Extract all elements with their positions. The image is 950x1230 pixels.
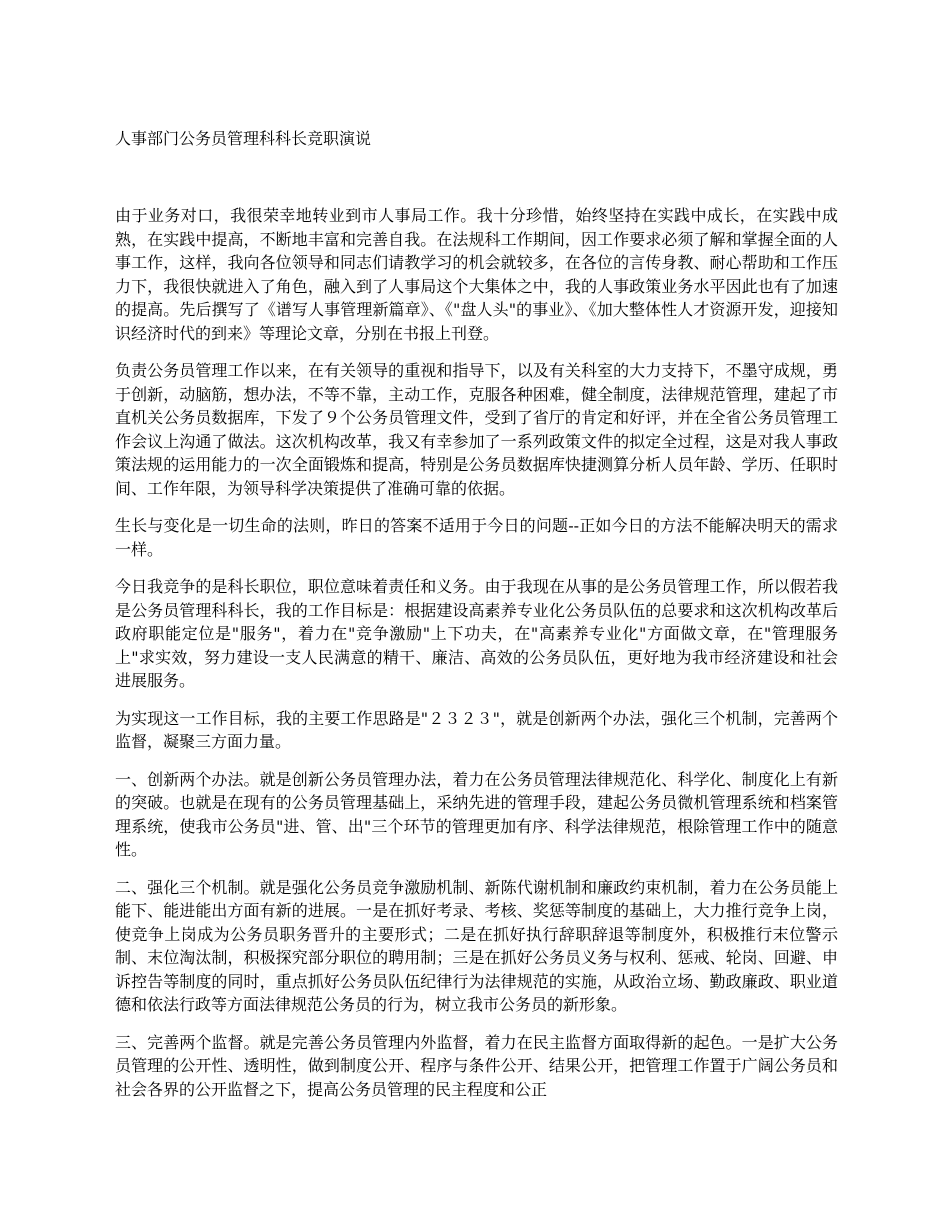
paragraph-intro: 由于业务对口，我很荣幸地转业到市人事局工作。我十分珍惜，始终坚持在实践中成长，在实践中成熟，在实践中提高，不断地丰富和完善自我。在法规科工作期间，因工作要求必须了解和掌握全面的人事工作，这样，我向各位领导和同志们请教学习的机会就较多，在各位的言传身教、耐心帮助和工作压力下，我很快就进入了角色，融入到了人事局这个大集体之中，我的人事政策业务水平因此也有了加速的提高。先后撰写了《谱写人事管理新篇章》、《"盘人头"的事业》、《加大整体性人才资源开发，迎接知识经济时代的到来》等理论文章，分别在书报上刊登。 (115, 206, 838, 343)
paragraph-approach: 为实现这一工作目标，我的主要工作思路是"２３２３"，就是创新两个办法，强化三个机制，完善两个监督，凝聚三方面力量。 (115, 708, 838, 751)
paragraph-goal: 今日我竞争的是科长职位，职位意味着责任和义务。由于我现在从事的是公务员管理工作，所以假若我是公务员管理科科长，我的工作目标是：根据建设高素养专业化公务员队伍的总要求和这次机构改革后政府职能定位是"服务"，着力在"竞争激励"上下功夫，在"高素养专业化"方面做文章，在"管理服务上"求实效，努力建设一支人民满意的精干、廉洁、高效的公务员队伍，更好地为我市经济建设和社会进展服务。 (115, 577, 838, 690)
paragraph-point-one: 一、创新两个办法。就是创新公务员管理办法，着力在公务员管理法律规范化、科学化、制度化上有新的突破。也就是在现有的公务员管理基础上，采纳先进的管理手段，建起公务员微机管理系统和档案管理系统，使我市公务员"进、管、出"三个环节的管理更加有序、科学法律规范，根除管理工作中的随意性。 (115, 769, 838, 859)
document-title: 人事部门公务员管理科科长竞职演说 (115, 129, 372, 148)
paragraph-point-three: 三、完善两个监督。就是完善公务员管理内外监督，着力在民主监督方面取得新的起色。一是扩大公务员管理的公开性、透明性，做到制度公开、程序与条件公开、结果公开，把管理工作置于广阔公务员和社会各界的公开监督之下，提高公务员管理的民主程度和公正 (115, 1032, 838, 1099)
paragraph-work-experience: 负责公务员管理工作以来，在有关领导的重视和指导下，以及有关科室的大力支持下，不墨守成规，勇于创新，动脑筋，想办法，不等不靠，主动工作，克服各种困难，健全制度，法律规范管理，建起了市直机关公务员数据库，下发了９个公务员管理文件，受到了省厅的肯定和好评，并在全省公务员管理工作会议上沟通了做法。这次机构改革，我又有幸参加了一系列政策文件的拟定全过程，这是对我人事政策法规的运用能力的一次全面锻炼和提高，特别是公务员数据库快捷测算分析人员年龄、学历、任职时间、工作年限，为领导科学决策提供了准确可靠的依据。 (115, 361, 838, 498)
paragraph-point-two: 二、强化三个机制。就是强化公务员竞争激励机制、新陈代谢机制和廉政约束机制，着力在公务员能上能下、能进能出方面有新的进展。一是在抓好考录、考核、奖惩等制度的基础上，大力推行竞争上岗，使竞争上岗成为公务员职务晋升的主要形式；二是在抓好执行辞职辞退等制度外，积极推行末位警示制、末位淘汰制，积极探究部分职位的聘用制；三是在抓好公务员义务与权利、惩戒、轮岗、回避、申诉控告等制度的同时，重点抓好公务员队伍纪律行为法律规范的实施，从政治立场、勤政廉政、职业道德和依法行政等方面法律规范公务员的行为，树立我市公务员的新形象。 (115, 877, 838, 1014)
paragraph-quote: 生长与变化是一切生命的法则，昨日的答案不适用于今日的问题--正如今日的方法不能解决明天的需求一样。 (115, 516, 838, 559)
